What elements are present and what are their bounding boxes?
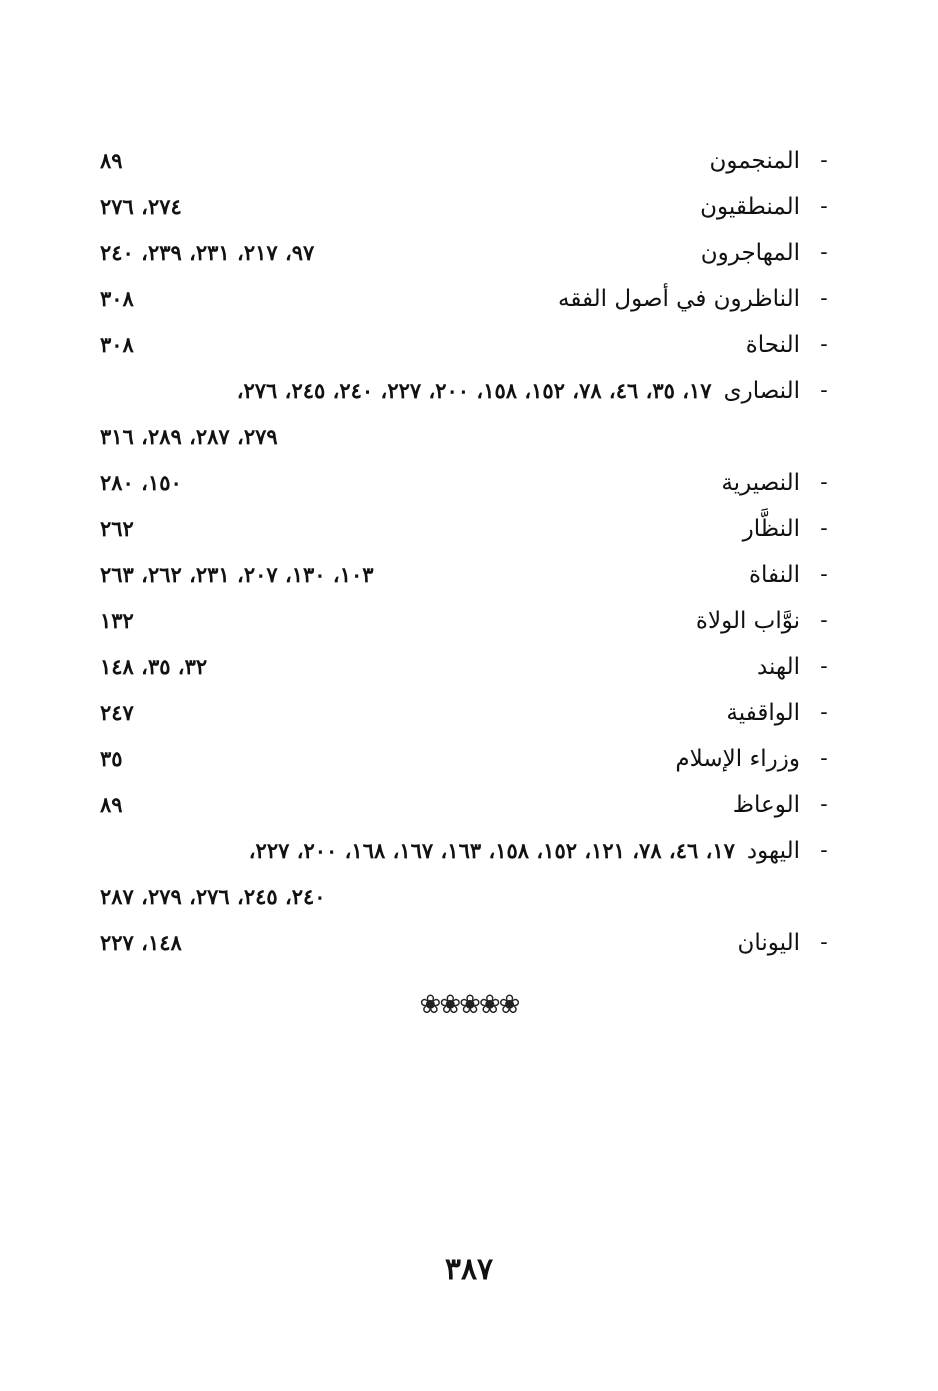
entry-pages: ٢٦٢ xyxy=(100,516,134,541)
page-number: ٣٨٧ xyxy=(444,1252,494,1287)
entry-term: اليهود xyxy=(746,838,800,864)
entry-term: النصيرية xyxy=(721,470,800,496)
index-entry xyxy=(100,322,836,368)
entry-dash: - xyxy=(820,838,828,863)
entry-dash: - xyxy=(820,654,828,679)
entry-pages: ٨٩ xyxy=(100,148,123,173)
index-entry xyxy=(100,138,836,184)
index-entry xyxy=(100,368,836,414)
index-entry xyxy=(100,736,836,782)
index-entry xyxy=(100,506,836,552)
entry-pages: ١٧، ٤٦، ٧٨، ١٢١، ١٥٢، ١٥٨، ١٦٣، ١٦٧، ١٦٨، ٢٠٠، ٢٢٧، xyxy=(248,838,735,863)
index-entry xyxy=(100,920,836,966)
entry-pages: ٨٩ xyxy=(100,792,123,817)
ornament-divider-icon: ❀❀❀❀❀ xyxy=(419,990,519,1020)
entry-pages: ٢٧٤، ٢٧٦ xyxy=(100,194,182,219)
entry-term: النصارى xyxy=(723,378,800,404)
index-entry xyxy=(100,552,836,598)
entry-term: النحاة xyxy=(745,332,800,358)
entry-term: الناظرون في أصول الفقه xyxy=(558,286,800,312)
entry-pages: ٣٥ xyxy=(100,746,123,771)
index-list xyxy=(100,138,836,966)
entry-term: النظَّار xyxy=(742,516,800,542)
entry-term: وزراء الإسلام xyxy=(675,746,800,772)
entry-pages: ١٠٣، ١٣٠، ٢٠٧، ٢٣١، ٢٦٢، ٢٦٣ xyxy=(100,562,374,587)
entry-pages: ١٥٠، ٢٨٠ xyxy=(100,470,182,495)
index-entry xyxy=(100,230,836,276)
index-entry xyxy=(100,690,836,736)
entry-dash: - xyxy=(820,194,828,219)
entry-dash: - xyxy=(820,240,828,265)
entry-dash: - xyxy=(820,378,828,403)
entry-term: المنطقيون xyxy=(700,194,800,220)
index-entry xyxy=(100,782,836,828)
entry-dash: - xyxy=(820,930,828,955)
index-entry-continuation xyxy=(100,414,836,460)
index-entry xyxy=(100,644,836,690)
entry-dash: - xyxy=(820,332,828,357)
entry-dash: - xyxy=(820,148,828,173)
index-entry-continuation xyxy=(100,874,836,920)
entry-pages: ١٧، ٣٥، ٤٦، ٧٨، ١٥٢، ١٥٨، ٢٠٠، ٢٢٧، ٢٤٠، ٢٤٥، ٢٧٦، xyxy=(236,378,712,403)
index-entry xyxy=(100,460,836,506)
index-entry xyxy=(100,598,836,644)
entry-dash: - xyxy=(820,700,828,725)
entry-pages: ٢٤٧ xyxy=(100,700,134,725)
entry-term: المنجمون xyxy=(709,148,800,174)
entry-dash: - xyxy=(820,470,828,495)
entry-pages-continued: ٢٧٩، ٢٨٧، ٢٨٩، ٣١٦ xyxy=(100,424,278,449)
entry-term: اليونان xyxy=(737,930,800,956)
index-entry xyxy=(100,184,836,230)
entry-pages-continued: ٢٤٠، ٢٤٥، ٢٧٦، ٢٧٩، ٢٨٧ xyxy=(100,884,326,909)
entry-pages: ٣٠٨ xyxy=(100,286,134,311)
entry-dash: - xyxy=(820,286,828,311)
entry-pages: ٩٧، ٢١٧، ٢٣١، ٢٣٩، ٢٤٠ xyxy=(100,240,315,265)
entry-dash: - xyxy=(820,516,828,541)
entry-term-and-pages xyxy=(100,828,800,874)
entry-dash: - xyxy=(820,608,828,633)
index-entry xyxy=(100,828,836,874)
entry-pages: ١٤٨، ٢٢٧ xyxy=(100,930,182,955)
index-entry xyxy=(100,276,836,322)
entry-term: الواقفية xyxy=(726,700,800,726)
entry-term: الهند xyxy=(756,654,800,680)
entry-pages: ١٣٢ xyxy=(100,608,134,633)
entry-dash: - xyxy=(820,792,828,817)
entry-dash: - xyxy=(820,562,828,587)
entry-term: الوعاظ xyxy=(732,792,800,818)
entry-term: نوَّاب الولاة xyxy=(695,608,800,634)
entry-pages: ٣٠٨ xyxy=(100,332,134,357)
entry-dash: - xyxy=(820,746,828,771)
entry-pages: ٣٢، ٣٥، ١٤٨ xyxy=(100,654,208,679)
entry-term: المهاجرون xyxy=(700,240,800,266)
entry-term-and-pages xyxy=(100,368,800,414)
entry-term: النفاة xyxy=(748,562,800,588)
